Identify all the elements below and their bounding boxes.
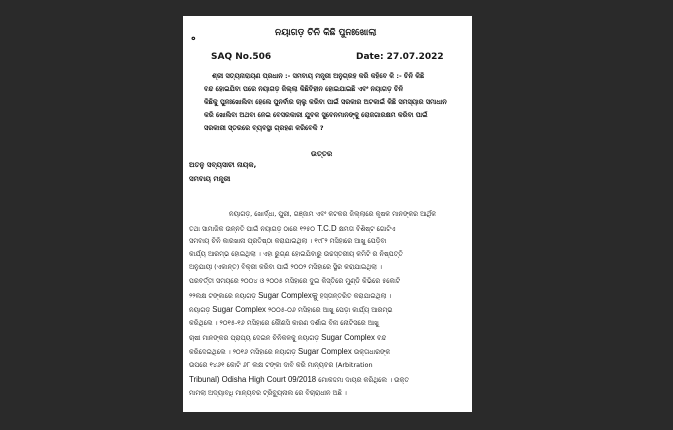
answer-line: ନୟାଗଡ଼ Sugar Complex ୨୦୦୫-୦୬ ମସିହାରେ ଆଖୁ ପେଡ଼ା କାର୍ଯ୍ୟ ଆରମ୍ଭ bbox=[189, 305, 393, 314]
document-title: ନୟାଗଡ଼ ଚିନି କିଛି ପୁନଃଖୋଲା bbox=[275, 28, 377, 38]
saq-number: SAQ No.506 bbox=[211, 52, 272, 62]
answer-line: ଅନୁଯାୟୀ (ଏକାନ୍ତ) ବିକ୍ରୀ କରିବା ପାଇଁ ୨୦୦୨ ମସିହାରେ ସ୍ଥିର କରାଯାଇଥିଲା । bbox=[189, 263, 382, 271]
answer-line: ପରବର୍ତ୍ତୀ ସମୟରେ ୨୦୦୪ ଓ ୨୦୦୫ ମସିହାରେ ଦୁଇ କିସ୍ତିରେ ମୁଣ୍ଡି କିଭିରେ ୫କୋଟି bbox=[189, 277, 401, 285]
answer-line: ଉପରେ ୧୪୬୧ କୋଟି ୬୮ ଲକ୍ଷ ଟଙ୍କା ଦାବି କରି ମାନ୍ୟବର (Arbitration bbox=[189, 361, 373, 369]
answer-line: ୨୨ଲକ୍ଷ ଟଙ୍କାରେ ନୟାଗଡ଼ Sugar Complexକୁ ହସ୍ତାନ୍ତରିତ କରାଯାଇଥିଲା । bbox=[189, 291, 392, 300]
answer-line: କରିଦେଇଥିଲେ । ୨୦୧୬ ମସିହାରେ ନୟାଗଡ଼ Sugar Complex ଉକ୍ତାଧାରଙ୍କ bbox=[189, 347, 391, 356]
signatory-title: ସମବାୟ ମନ୍ତ୍ରୀ bbox=[189, 175, 231, 183]
question-line: କିଛିକୁ ପୁନଃଖୋଲିବା ହେଲେ ପୁନର୍ବାର ଚାଲୁ କରିବା ପାଇଁ ସରକାର ଅଟକାଇଁ କିଛି ସମସ୍ୟାର ସମାଧାନ bbox=[204, 98, 447, 106]
answer-line: ସମବାୟ ଚିନି କାରଖାନା ପ୍ରତିଷ୍ଠା କରାଯାଇଥିଲା । ୧୯୮୨ ମସିହାରେ ଆଖୁ ପେଡ଼ିବା bbox=[189, 237, 387, 245]
answer-line: ଚାଷୀ ମାନଙ୍କର ପ୍ରାପ୍ୟ ଦେଇନ ଚିନିକଳକୁ ନୟାଗଡ଼ Sugar Complex ବନ୍ଦ bbox=[189, 333, 387, 342]
question-line: ଶ୍ରୀ ସତ୍ୟନାରାୟଣ ପ୍ରଧାନ :- ସମବାୟ ମନ୍ତ୍ରୀ ଅନୁଗ୍ରହ କରି କହିବେ କି :- ଚିନି କିଛି bbox=[212, 72, 425, 80]
answer-line: ତଥା ସାମାଜିକ ଉନ୍ନତି ପାଇଁ ନୟାଗଡ଼ ଠାରେ ୧୨୫୦ T.C.D କ୍ଷମତା ବିଶିଷ୍ଟ ଗୋଟିଏ bbox=[189, 224, 396, 233]
answer-line: କାର୍ଯ୍ୟ ଆରମ୍ଭ ହୋଇଥିଲା । ଏହା ରୁଗ୍ଣ ହୋଇଯିବାରୁ ଉଚ୍ଚସ୍ତରୀୟ କମିଟି ର ନିଷ୍ପତ୍ତି bbox=[189, 250, 403, 258]
answer-line: ମାମଲା ଅଦ୍ୟାବଧି ମାନ୍ୟବର ଟ୍ରିବ୍ୟୁନାଲ ରେ ବିଚାରାଧୀନ ଅଛି । bbox=[189, 389, 347, 397]
answer-line: ନୟାଗଡ଼, ଖୋର୍ଦ୍ଧା, ପୁରୀ, ଗଞ୍ଜାମ ଏବଂ କଟକର ଜିଲ୍ଲାରେ କୃଷକ ମାନଙ୍କର ଆର୍ଥିକ bbox=[229, 210, 437, 218]
answer-line: କରିଥିଲେ । ୨୦୧୫-୧୬ ମସିହାରେ କୌଣସି କାରଣ ଦର୍ଶାଇ ବିନା ନୋଟିସରେ ଆଖୁ bbox=[189, 319, 379, 327]
question-line: କରି ଖୋଲିବା ଅଥବା ନେଇ ବେସରକାରୀ ଯୁବକ ସୁବେନମାନଙ୍କୁ ରୋଜଗାରକ୍ଷମ କରିବା ପାଇଁ bbox=[204, 111, 428, 119]
document-date: Date: 27.07.2022 bbox=[356, 52, 444, 62]
signatory-name: ଅତନୁ ସବ୍ୟସାଚୀ ନାୟକ, bbox=[189, 161, 257, 169]
question-line: ବନ୍ଦ ହୋଇଯିବା ପରେ ନୟାଗଡ଼ ଜିଲ୍ଲା କିଛିବିହୀନ ହୋଇଯାଇଛି ଏବଂ ନୟାଗଡ଼ ଚିନି bbox=[204, 85, 404, 93]
document-page bbox=[183, 16, 472, 412]
answer-heading: ଉତ୍ତର bbox=[311, 150, 333, 158]
question-line: ସରକାରୀ ସ୍ତରରେ ବ୍ୟବସ୍ଥା ଗ୍ରହଣ କରିବେକି ? bbox=[204, 124, 324, 132]
answer-line: Tribunal) Odisha High Court 09/2018 ମୋକଦ୍ଦମା ଦାୟର କରିଥିଲେ । ଉକ୍ତ bbox=[189, 375, 409, 384]
header-mark: ॰ bbox=[191, 33, 196, 46]
